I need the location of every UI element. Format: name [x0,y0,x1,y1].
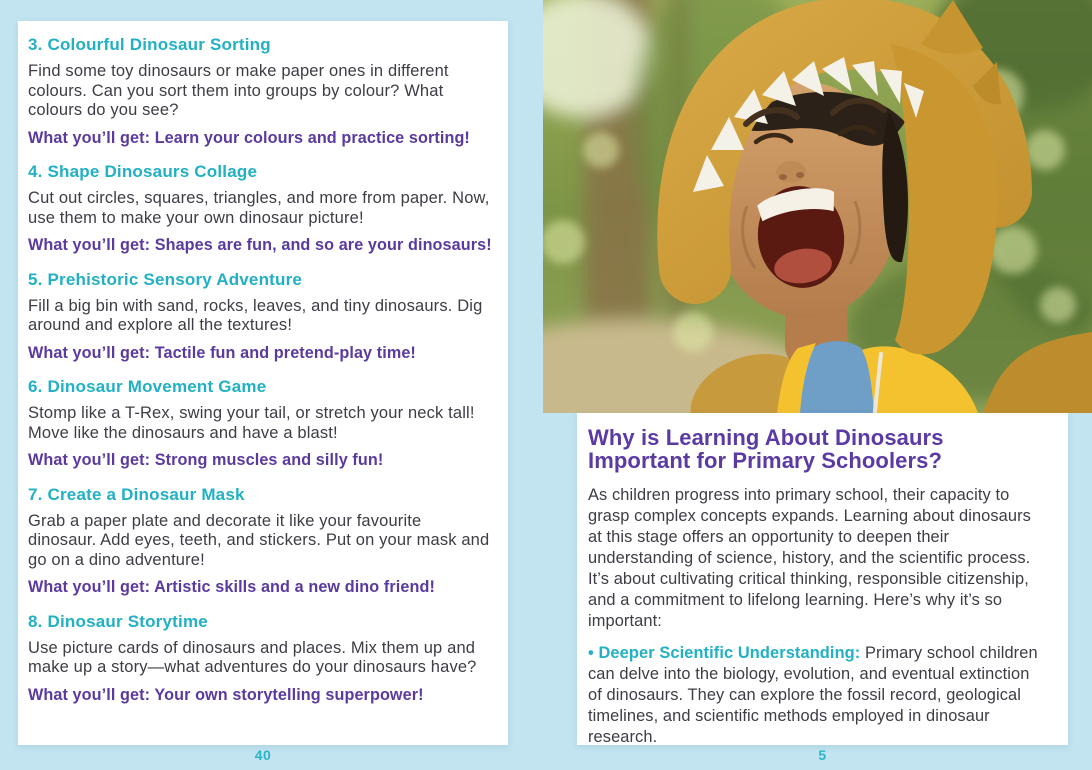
activity-benefit: What you’ll get: Strong muscles and silly fun! [28,451,384,469]
activity-heading: 5. Prehistoric Sensory Adventure [28,269,303,289]
activity-benefit: What you’ll get: Your own storytelling superpower! [28,685,424,704]
activity-heading: 7. Create a Dinosaur Mask [28,484,245,504]
activity-body: Find some toy dinosaurs or make paper ones in different colours. Can you sort them into groups by colour? What colours do you see? [28,62,449,119]
activity-section-3 [28,35,492,148]
activity-benefit: What you’ll get: Learn your colours and practice sorting! [28,128,470,147]
activity-body: Use picture cards of dinosaurs and places. Mix them up and make up a story—what adventures do your dinosaurs have? [28,638,477,676]
activity-section-5 [28,270,492,364]
right-page-card [577,413,1068,745]
activity-heading: 4. Shape Dinosaurs Collage [28,162,258,181]
activity-heading: 6. Dinosaur Movement Game [28,377,267,396]
activity-benefit: What you’ll get: Tactile fun and pretend-play time! [28,343,416,362]
activity-body: Fill a big bin with sand, rocks, leaves, and tiny dinosaurs. Dig around and explore all the textures! [28,296,483,334]
page-number-left: 40 [254,747,272,763]
bullet-text: Primary school children can delve into the biology, evolution, and eventual extinction of dinosaurs. They can explore the fossil record, geological timelines, and scientific methods employed in dinosaur research. [588,644,1038,746]
left-page-card [18,21,508,745]
activity-body: Grab a paper plate and decorate it like your favourite dinosaur. Add eyes, teeth, and stickers. Put on your mask and go on a dino adventure! [28,511,490,569]
page-title: Why is Learning About Dinosaurs Important for Primary Schoolers? [588,425,944,473]
activity-section-6 [28,377,492,471]
activity-section-7 [28,485,492,598]
activity-section-8 [28,612,492,706]
photo-laughing-boy-dino-hoodie [543,0,1092,413]
activity-body: Stomp like a T-Rex, swing your tail, or stretch your neck tall! Move like the dinosaurs and have a blast! [28,404,475,442]
bullet-paragraph [588,643,1044,748]
page-number-right: 5 [818,747,827,763]
intro-paragraph: As children progress into primary school, their capacity to grasp complex concepts expands. Learning about dinosaurs at this stage offers an opportunity to deepen their understanding of science, history, and the scientific process. It’s about cultivating critical thinking, responsible citizenship, and a commitment to lifelong learning. Here’s why it’s so important: [588,486,1031,630]
activity-heading: 8. Dinosaur Storytime [28,611,208,631]
activity-section-4 [28,162,492,256]
activity-heading: 3. Colourful Dinosaur Sorting [28,35,271,54]
activity-body: Cut out circles, squares, triangles, and more from paper. Now, use them to make your own dinosaur picture! [28,189,490,227]
activity-benefit: What you’ll get: Artistic skills and a new dino friend! [28,578,435,596]
activity-benefit: What you’ll get: Shapes are fun, and so are your dinosaurs! [28,236,492,254]
bullet-term: • Deeper Scientific Understanding: [588,644,861,662]
